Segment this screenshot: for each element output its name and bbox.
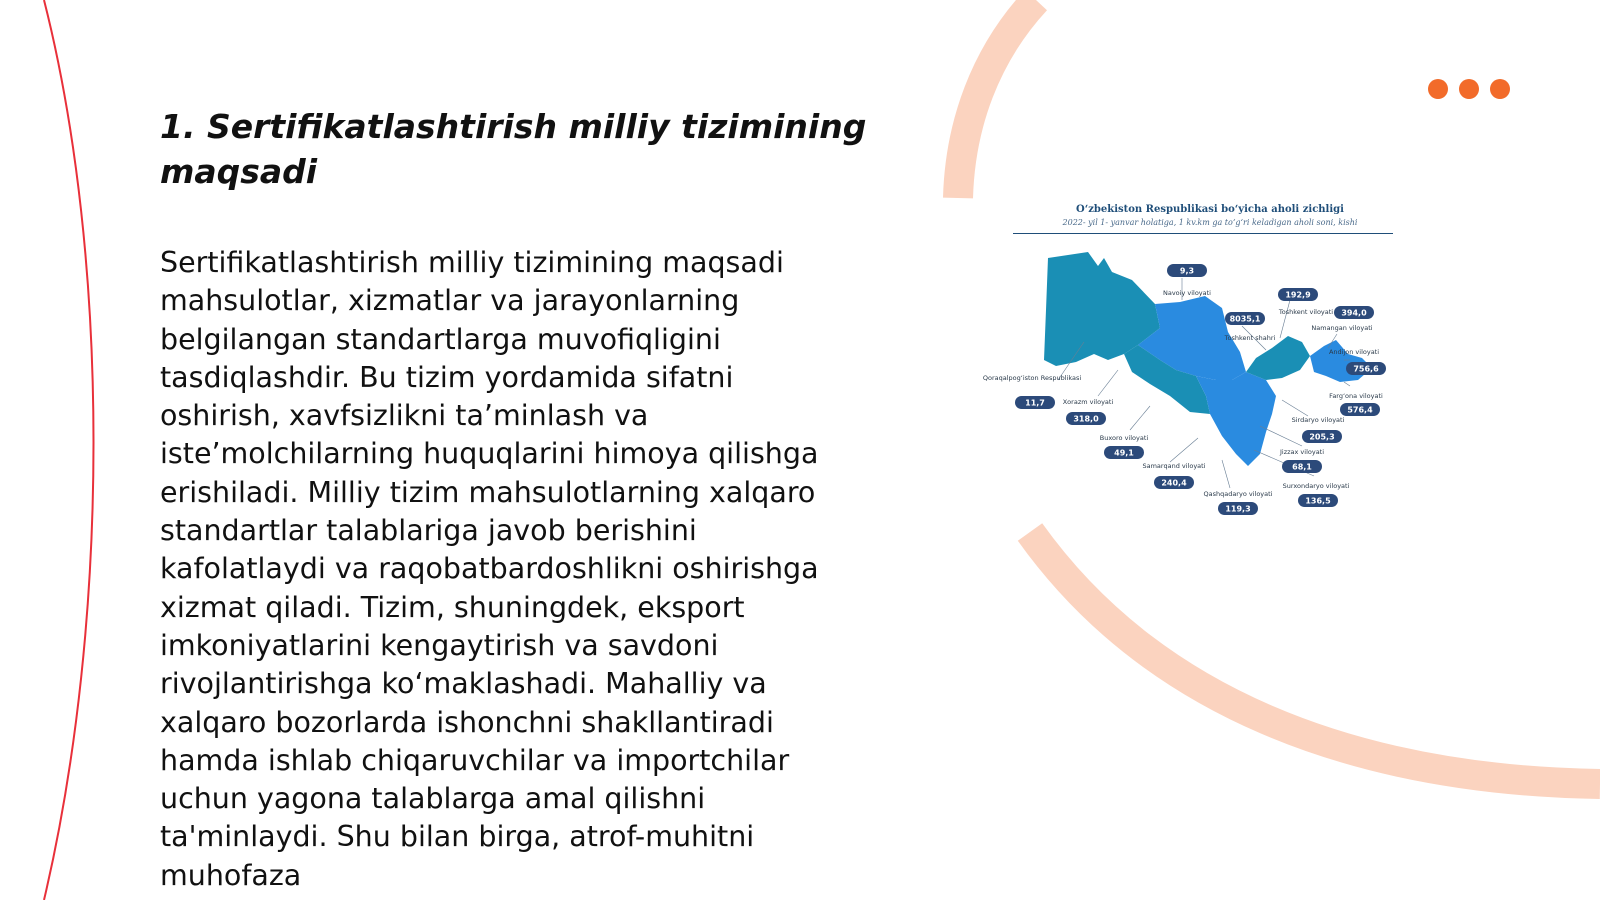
region-value: 119,3 [1225, 504, 1251, 514]
region-name: Farg‘ona viloyati [1329, 392, 1383, 400]
region-samarqand [1142, 462, 1205, 489]
dot-3 [1490, 79, 1510, 99]
region-name: Buxoro viloyati [1099, 434, 1149, 442]
region-navoiy [1163, 264, 1211, 297]
region-value: 318,0 [1073, 414, 1099, 424]
region-name: Xorazm viloyati [1062, 398, 1114, 406]
region-name: Surxondaryo viloyati [1282, 482, 1350, 490]
peach-arc-upper [958, 0, 1036, 198]
region-toshkent-shahri [1224, 312, 1276, 342]
map-title: O‘zbekiston Respublikasi bo‘yicha aholi zichligi [1076, 204, 1344, 215]
region-name: Sirdaryo viloyati [1291, 416, 1345, 424]
region-value: 49,1 [1114, 448, 1134, 458]
peach-arc-lower [1030, 532, 1600, 784]
region-name: Jizzax viloyati [1279, 448, 1325, 456]
region-value: 68,1 [1292, 462, 1312, 472]
region-value: 9,3 [1179, 266, 1195, 276]
population-density-map [982, 200, 1410, 530]
region-surxondaryo [1283, 482, 1350, 507]
region-name: Toshkent viloyati [1278, 308, 1334, 316]
map-subtitle: 2022- yil 1- yanvar holatiga, 1 kv.km ga to‘g‘ri keladigan aholi soni, kishi [1062, 218, 1358, 227]
region-name: Navoiy viloyati [1162, 289, 1212, 297]
dot-2 [1459, 79, 1479, 99]
region-labels [982, 200, 1410, 530]
dot-1 [1428, 79, 1448, 99]
region-name: Namangan viloyati [1311, 324, 1373, 332]
region-xorazm [1063, 398, 1114, 425]
region-toshkent-viloyati [1278, 288, 1333, 316]
region-name: Samarqand viloyati [1142, 462, 1206, 470]
region-name: Qoraqalpog‘iston Respublikasi [982, 374, 1082, 382]
region-value: 8035,1 [1229, 314, 1261, 324]
slide-body-text: Sertifikatlashtirish milliy tizimining maqsadi mahsulotlar, xizmatlar va jarayonlarning belgilangan standartlarga muvofiqligini tasdiqlashdir. Bu tizim yordamida sifatni oshirish, xavfsizlikni ta’minlash va iste’molchilarning huquqlarini himoya qilishga erishiladi. Milliy tizim mahsulotlarning xalqaro standartlar talablariga javob berishini kafolatlaydi va raqobatbardoshlikni oshirishga xizmat qiladi. Tizim, shuningdek, eksport imkoniyatlarini kengaytirish va savdoni rivojlantirishga ko‘maklashadi. Mahalliy va xalqaro bozorlarda ishonchni shakllantiradi hamda ishlab chiqaruvchilar va importchilar uchun yagona talablarga amal qilishni ta'minlaydi. Shu bilan birga, atrof-muhitni muhofaza [160, 246, 819, 892]
region-qashqadaryo [1203, 490, 1272, 515]
more-dots-icon[interactable] [1428, 79, 1510, 99]
region-value: 240,4 [1161, 478, 1187, 488]
region-value: 192,9 [1285, 290, 1311, 300]
region-value: 11,7 [1025, 398, 1045, 408]
region-value: 756,6 [1353, 364, 1379, 374]
region-value: 394,0 [1341, 308, 1367, 318]
region-sirdaryo [1292, 416, 1345, 443]
region-andijon [1329, 348, 1386, 375]
region-buxoro [1100, 434, 1149, 459]
region-value: 136,5 [1305, 496, 1331, 506]
left-red-curve [44, 0, 94, 900]
slide-title: 1. Sertifikatlashtirish milliy tizimining maqsadi [160, 107, 867, 191]
region-jizzax [1279, 448, 1324, 473]
region-value: 205,3 [1309, 432, 1335, 442]
region-name: Toshkent shahri [1224, 334, 1276, 342]
region-name: Qashqadaryo viloyati [1203, 490, 1273, 498]
region-value: 576,4 [1347, 405, 1373, 415]
region-fargona [1329, 392, 1383, 416]
region-name: Andijon viloyati [1328, 348, 1380, 356]
